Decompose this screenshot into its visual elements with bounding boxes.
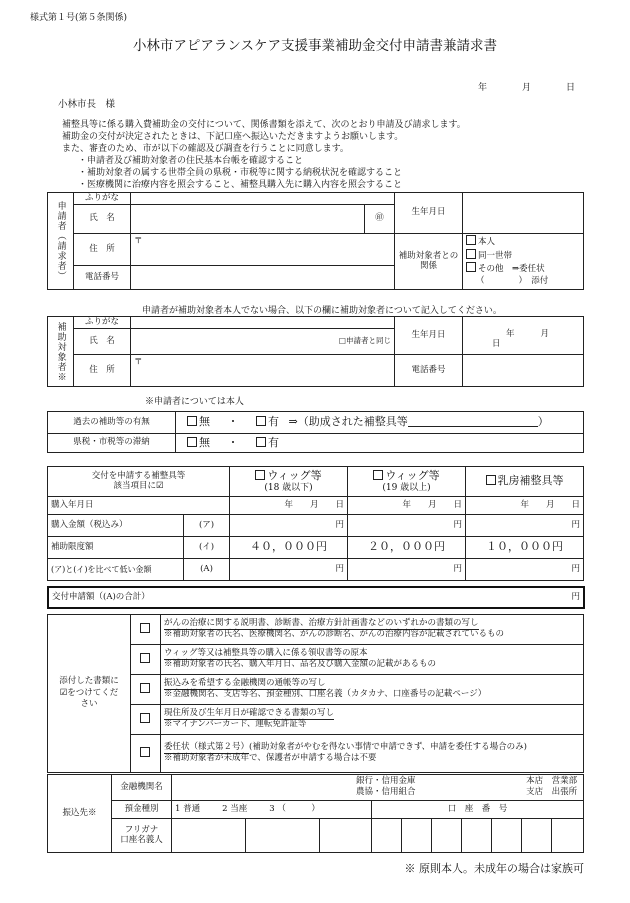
checkbox[interactable] <box>466 262 476 272</box>
attach-checkbox-4[interactable] <box>131 705 161 735</box>
birth-input[interactable] <box>463 193 584 234</box>
date-day: 日 <box>566 83 576 93</box>
subject-address-input[interactable]: 〒 <box>131 355 395 387</box>
rel-self-option[interactable]: 本人 <box>466 235 580 248</box>
total-row[interactable] <box>48 587 584 608</box>
attachments-label: 添付した書類に☑をつけてください <box>48 615 131 773</box>
attach-checkbox-3[interactable] <box>131 675 161 705</box>
acct-digit[interactable] <box>372 819 402 853</box>
items-table <box>47 466 584 581</box>
lower-label: (ア)と(イ)を比べて低い金額 <box>48 559 184 581</box>
lower-code: (A) <box>184 559 230 581</box>
addressee: 小林市長 様 <box>58 99 116 110</box>
seal-mark: ㊞ <box>365 205 395 234</box>
lower-2[interactable]: 円 <box>348 559 466 581</box>
limit-2: ２０，０００円 <box>348 537 466 559</box>
past-no-option[interactable]: 無 <box>187 415 210 428</box>
intro-p1: 補整具等に係る購入費補助金の交付について、関係書類を添えて、次のとおり申請及び請求します。 <box>62 120 466 130</box>
total-yen: 円 <box>571 591 580 602</box>
relation-options <box>463 234 584 290</box>
acct-digit[interactable] <box>552 819 584 853</box>
intro-p2: 補助金の交付が決定されたときは、下記口座へ振込いただきますようお願いします。 <box>62 132 404 142</box>
limit-1: ４０，０００円 <box>230 537 348 559</box>
amount-label: 購入金額（税込み） <box>48 515 184 537</box>
holder-input[interactable] <box>320 819 372 853</box>
tax-label: 県税・市税等の滞納 <box>48 434 176 453</box>
intro-item: ・補助対象者の属する世帯全員の県税・市税等に関する納税状況を確認すること <box>78 168 403 178</box>
same-as-applicant-checkbox[interactable]: □申請者と同じ <box>131 329 395 355</box>
subject-address-label: 住 所 <box>74 355 131 387</box>
attach-item-3: 振込みを希望する金融機関の通帳等の写し ※金融機関名、支店等名、預金種別、口座名義（カタカナ、口座番号の記載ページ） <box>161 675 584 705</box>
type-label: 預金種別 <box>112 801 172 819</box>
purchase-date-1[interactable]: 年 月 日 <box>230 497 348 515</box>
acct-digit[interactable] <box>432 819 462 853</box>
bank-table <box>47 774 584 853</box>
past-aid-item-input[interactable] <box>408 417 538 427</box>
footer-note: ※ 原則本人。未成年の場合は家族可 <box>404 862 584 875</box>
subject-table <box>47 316 584 387</box>
intro-item: ・医療機関に治療内容を照会すること、補整具購入先に購入内容を照会すること <box>78 180 403 190</box>
subject-birth-input[interactable]: 年 月日 <box>463 317 584 355</box>
acct-digit[interactable] <box>402 819 432 853</box>
subject-name-label: 氏 名 <box>74 329 131 355</box>
col-wig-under18[interactable]: ウィッグ等 (18 歳以下) <box>230 467 348 497</box>
intro-p3: また、審査のため、市が以下の確認及び調査を行うことに同意します。 <box>62 144 349 154</box>
acct-digit[interactable] <box>492 819 522 853</box>
amount-code: (ア) <box>184 515 230 537</box>
past-aid-options: 無 ・ 有 ⇒（助成された補整具等 ） <box>176 412 584 434</box>
phone-input[interactable] <box>131 266 395 290</box>
subject-side-label: 補助対象者※ <box>48 317 74 387</box>
amount-2[interactable]: 円 <box>348 515 466 537</box>
rel-household-option[interactable]: 同一世帯 <box>466 249 580 262</box>
bank-side-label: 振込先※ <box>48 775 112 853</box>
holder-input[interactable] <box>246 819 320 853</box>
postal-mark: 〒 <box>134 236 143 246</box>
past-yes-option[interactable]: 有 <box>256 415 279 428</box>
applicant-side-label: 申請者（請求者） <box>48 193 74 290</box>
inst-label: 金融機関名 <box>112 775 172 801</box>
limit-label: 補助限度額 <box>48 537 184 559</box>
furigana-label: ふりがな <box>74 193 131 205</box>
birth-label: 生年月日 <box>395 193 463 234</box>
furigana-input[interactable] <box>131 193 395 205</box>
attach-item-1: がんの治療に関する説明書、診断書、治療方針計画書などのいずれかの書類の写し ※補助対象者の氏名、医療機関名、がんの診断名、がんの治療内容が記載されているもの <box>161 615 584 645</box>
tax-no-option[interactable]: 無 <box>187 436 210 449</box>
relation-label: 補助対象者との関係 <box>395 234 463 290</box>
attach-checkbox-2[interactable] <box>131 645 161 675</box>
star-note: ※申請者については本人 <box>145 397 244 407</box>
lower-3[interactable]: 円 <box>466 559 584 581</box>
attach-item-5: 委任状（様式第２号）(補助対象者がやむを得ない事情で申請できず、申請を委任する場合のみ) ※補助対象者が未成年で、保護者が申請する場合は不要 <box>161 735 584 773</box>
rel-other-option[interactable]: その他 ⇒委任状 <box>466 262 580 275</box>
col-wig-over19[interactable]: ウィッグ等 (19 歳以上) <box>348 467 466 497</box>
subject-furigana-label: ふりがな <box>74 317 131 329</box>
amount-3[interactable]: 円 <box>466 515 584 537</box>
items-head-label: 交付を申請する補整具等 該当項目に☑ <box>48 467 230 497</box>
form-number: 様式第１号(第５条関係) <box>30 13 128 23</box>
intro-item: ・申請者及び補助対象者の住民基本台帳を確認すること <box>78 156 304 166</box>
past-aid-label: 過去の補助等の有無 <box>48 412 176 434</box>
phone-label: 電話番号 <box>74 266 131 290</box>
subject-phone-input[interactable] <box>463 355 584 387</box>
attach-item-4: 現住所及び生年月日が確認できる書類の写し ※マイナンバーカード、運転免許証等 <box>161 705 584 735</box>
checkbox[interactable] <box>466 249 476 259</box>
page-title: 小林市アピアランスケア支援事業補助金交付申請書兼請求書 <box>132 38 498 54</box>
name-label: 氏 名 <box>74 205 131 234</box>
limit-3: １０，０００円 <box>466 537 584 559</box>
attach-checkbox-5[interactable] <box>131 735 161 773</box>
address-input[interactable] <box>131 234 395 266</box>
type-options[interactable]: 1 普通 2 当座 3 （ ） <box>172 801 372 819</box>
acct-digit[interactable] <box>462 819 492 853</box>
holder-input[interactable] <box>172 819 246 853</box>
acct-label: 口 座 番 号 <box>372 801 584 819</box>
subject-furigana-input[interactable] <box>131 317 395 329</box>
subject-note: 申請者が補助対象者本人でない場合、以下の欄に補助対象者について記入してください。 <box>142 306 502 316</box>
checkbox[interactable] <box>466 235 476 245</box>
date-year: 年 <box>478 83 488 93</box>
acct-digit[interactable] <box>522 819 552 853</box>
rel-attach-line: （ ） 添付 <box>476 276 549 287</box>
limit-code: (イ) <box>184 537 230 559</box>
purchase-date-label: 購入年月日 <box>48 497 230 515</box>
tax-options: 無 ・ 有 <box>176 434 584 453</box>
subject-phone-label: 電話番号 <box>395 355 463 387</box>
history-table <box>47 411 584 453</box>
attach-item-2: ウィッグ等又は補整具等の購入に係る領収書等の原本 ※補助対象者の氏名、購入年月日、品名及び購入金額の記載があるもの <box>161 645 584 675</box>
inst-input[interactable]: 銀行・信用金庫 農協・信用組合 本店 営業部 支店 出張所 <box>172 775 584 801</box>
amount-1[interactable]: 円 <box>230 515 348 537</box>
attachments-table <box>47 614 584 773</box>
tax-yes-option[interactable]: 有 <box>256 436 279 449</box>
name-input[interactable] <box>131 205 365 234</box>
subject-birth-label: 生年月日 <box>395 317 463 355</box>
attach-checkbox-1[interactable] <box>131 615 161 645</box>
total-table <box>47 586 585 609</box>
applicant-table <box>47 192 584 290</box>
holder-label: フリガナ 口座名義人 <box>112 819 172 853</box>
address-label: 住 所 <box>74 234 131 266</box>
col-breast[interactable]: 乳房補整具等 <box>466 467 584 497</box>
total-label: 交付申請額（(A)の合計） <box>52 591 150 602</box>
purchase-date-3[interactable]: 年 月 日 <box>466 497 584 515</box>
lower-1[interactable]: 円 <box>230 559 348 581</box>
purchase-date-2[interactable]: 年 月 日 <box>348 497 466 515</box>
date-month: 月 <box>522 83 532 93</box>
